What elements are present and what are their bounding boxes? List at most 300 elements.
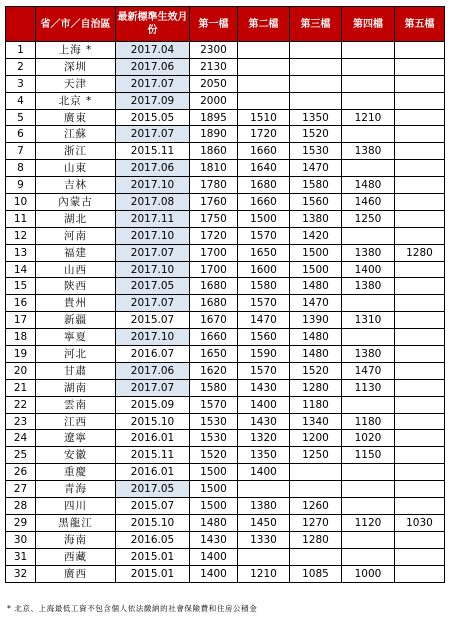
tier3-cell xyxy=(290,481,342,498)
effective-date-cell: 2017.10 xyxy=(116,227,190,244)
tier3-cell: 1280 xyxy=(290,531,342,548)
tier1-cell: 1620 xyxy=(190,362,238,379)
row-index-cell: 30 xyxy=(6,531,36,548)
effective-date-cell: 2015.07 xyxy=(116,498,190,515)
tier5-cell xyxy=(395,92,445,109)
tier1-cell: 1400 xyxy=(190,548,238,565)
table-row xyxy=(6,160,445,177)
tier2-cell: 1330 xyxy=(238,531,290,548)
row-index-cell: 24 xyxy=(6,430,36,447)
region-header: 省／市／自治區 xyxy=(36,7,116,42)
effective-date-cell: 2017.07 xyxy=(116,379,190,396)
tier1-cell: 1530 xyxy=(190,430,238,447)
tier5-cell: 1030 xyxy=(395,514,445,531)
tier2-cell xyxy=(238,481,290,498)
tier1-cell: 1670 xyxy=(190,312,238,329)
table-row xyxy=(6,346,445,363)
region-cell: 天津 xyxy=(36,75,116,92)
tier3-cell xyxy=(290,42,342,59)
tier4-cell xyxy=(342,75,395,92)
region-cell: 廣東 xyxy=(36,109,116,126)
tier5-cell xyxy=(395,379,445,396)
min-wage-table xyxy=(5,6,445,583)
tier5-cell xyxy=(395,362,445,379)
tier3-cell: 1530 xyxy=(290,143,342,160)
row-index-cell: 17 xyxy=(6,312,36,329)
row-index-cell: 8 xyxy=(6,160,36,177)
tier1-cell: 1530 xyxy=(190,413,238,430)
row-index-cell: 12 xyxy=(6,227,36,244)
tier2-cell: 1640 xyxy=(238,160,290,177)
tier2-cell: 1580 xyxy=(238,278,290,295)
region-cell: 河北 xyxy=(36,346,116,363)
footnote: * 北京、上海最低工資不包含個人依法繳納的社會保險費和住房公積金 xyxy=(7,604,258,613)
row-index-cell: 14 xyxy=(6,261,36,278)
tier4-cell: 1150 xyxy=(342,447,395,464)
tier5-cell xyxy=(395,531,445,548)
tier3-cell: 1260 xyxy=(290,498,342,515)
effective-date-cell: 2017.06 xyxy=(116,58,190,75)
region-cell: 西藏 xyxy=(36,548,116,565)
tier3-cell: 1270 xyxy=(290,514,342,531)
region-cell: 山東 xyxy=(36,160,116,177)
tier4-cell xyxy=(342,481,395,498)
table-row xyxy=(6,481,445,498)
tier4-cell: 1470 xyxy=(342,362,395,379)
tier1-cell: 1500 xyxy=(190,498,238,515)
tier1-cell: 1890 xyxy=(190,126,238,143)
tier2-cell: 1570 xyxy=(238,227,290,244)
effective-date-cell: 2017.05 xyxy=(116,278,190,295)
tier4-cell xyxy=(342,498,395,515)
region-cell: 上海 * xyxy=(36,42,116,59)
row-index-cell: 31 xyxy=(6,548,36,565)
region-cell: 海南 xyxy=(36,531,116,548)
row-index-cell: 16 xyxy=(6,295,36,312)
tier3-cell: 1500 xyxy=(290,261,342,278)
table-row xyxy=(6,109,445,126)
tier4-cell xyxy=(342,329,395,346)
tier4-cell: 1400 xyxy=(342,261,395,278)
tier4-cell xyxy=(342,531,395,548)
tier1-cell: 1520 xyxy=(190,447,238,464)
index-header xyxy=(6,7,36,42)
tier1-cell: 1760 xyxy=(190,194,238,211)
tier2-header: 第二檔 xyxy=(238,7,290,42)
tier4-cell xyxy=(342,160,395,177)
region-cell: 安徽 xyxy=(36,447,116,464)
tier1-cell: 1580 xyxy=(190,379,238,396)
tier4-cell xyxy=(342,396,395,413)
tier1-cell: 2000 xyxy=(190,92,238,109)
table-row xyxy=(6,210,445,227)
region-cell: 陝西 xyxy=(36,278,116,295)
tier1-cell: 2130 xyxy=(190,58,238,75)
tier2-cell xyxy=(238,75,290,92)
table-row xyxy=(6,329,445,346)
tier1-cell: 1660 xyxy=(190,329,238,346)
table-row xyxy=(6,565,445,582)
effective-date-cell: 2016.07 xyxy=(116,346,190,363)
effective-date-cell: 2017.05 xyxy=(116,481,190,498)
tier4-cell: 1380 xyxy=(342,346,395,363)
tier5-header: 第五檔 xyxy=(395,7,445,42)
tier4-cell: 1120 xyxy=(342,514,395,531)
table-row xyxy=(6,58,445,75)
row-index-cell: 20 xyxy=(6,362,36,379)
row-index-cell: 29 xyxy=(6,514,36,531)
tier4-cell: 1460 xyxy=(342,194,395,211)
effective-date-cell: 2017.07 xyxy=(116,244,190,261)
tier2-cell: 1320 xyxy=(238,430,290,447)
tier2-cell: 1350 xyxy=(238,447,290,464)
row-index-cell: 15 xyxy=(6,278,36,295)
table-row xyxy=(6,531,445,548)
tier4-cell: 1000 xyxy=(342,565,395,582)
row-index-cell: 7 xyxy=(6,143,36,160)
tier3-cell: 1280 xyxy=(290,379,342,396)
effective-date-cell: 2016.05 xyxy=(116,531,190,548)
tier4-cell: 1380 xyxy=(342,278,395,295)
tier1-cell: 1810 xyxy=(190,160,238,177)
tier2-cell xyxy=(238,548,290,565)
table-row xyxy=(6,396,445,413)
tier5-cell xyxy=(395,464,445,481)
region-cell: 山西 xyxy=(36,261,116,278)
tier5-cell xyxy=(395,58,445,75)
effective-date-cell: 2015.05 xyxy=(116,109,190,126)
effective-date-cell: 2015.01 xyxy=(116,548,190,565)
tier5-cell xyxy=(395,75,445,92)
region-cell: 吉林 xyxy=(36,177,116,194)
tier3-cell: 1500 xyxy=(290,244,342,261)
tier3-cell: 1350 xyxy=(290,109,342,126)
row-index-cell: 2 xyxy=(6,58,36,75)
tier5-cell xyxy=(395,498,445,515)
effective-date-cell: 2017.04 xyxy=(116,42,190,59)
table-row xyxy=(6,447,445,464)
effective-date-cell: 2015.07 xyxy=(116,312,190,329)
tier5-cell xyxy=(395,177,445,194)
tier2-cell: 1430 xyxy=(238,413,290,430)
tier5-cell xyxy=(395,210,445,227)
tier3-cell: 1470 xyxy=(290,160,342,177)
region-cell: 內蒙古 xyxy=(36,194,116,211)
tier3-cell: 1380 xyxy=(290,210,342,227)
tier1-cell: 1480 xyxy=(190,514,238,531)
tier4-cell: 1310 xyxy=(342,312,395,329)
tier2-cell: 1590 xyxy=(238,346,290,363)
table-row xyxy=(6,430,445,447)
region-cell: 深圳 xyxy=(36,58,116,75)
row-index-cell: 3 xyxy=(6,75,36,92)
tier4-cell xyxy=(342,126,395,143)
region-cell: 貴州 xyxy=(36,295,116,312)
tier3-cell: 1580 xyxy=(290,177,342,194)
region-cell: 江蘇 xyxy=(36,126,116,143)
tier3-cell xyxy=(290,92,342,109)
region-cell: 遼寧 xyxy=(36,430,116,447)
table-row xyxy=(6,42,445,59)
tier1-cell: 1430 xyxy=(190,531,238,548)
table-row xyxy=(6,295,445,312)
table-row xyxy=(6,177,445,194)
tier1-cell: 1650 xyxy=(190,346,238,363)
region-cell: 福建 xyxy=(36,244,116,261)
tier1-cell: 1720 xyxy=(190,227,238,244)
tier5-cell xyxy=(395,430,445,447)
table-row xyxy=(6,194,445,211)
effective-date-cell: 2017.10 xyxy=(116,261,190,278)
tier3-cell: 1340 xyxy=(290,413,342,430)
tier2-cell: 1660 xyxy=(238,143,290,160)
tier2-cell: 1450 xyxy=(238,514,290,531)
row-index-cell: 9 xyxy=(6,177,36,194)
tier2-cell: 1720 xyxy=(238,126,290,143)
tier3-cell: 1180 xyxy=(290,396,342,413)
table-row xyxy=(6,514,445,531)
tier1-cell: 1780 xyxy=(190,177,238,194)
table-row xyxy=(6,244,445,261)
tier2-cell: 1380 xyxy=(238,498,290,515)
tier5-cell xyxy=(395,194,445,211)
tier4-cell: 1130 xyxy=(342,379,395,396)
tier5-cell xyxy=(395,346,445,363)
effective-date-cell: 2015.10 xyxy=(116,413,190,430)
table-row xyxy=(6,278,445,295)
tier5-cell xyxy=(395,109,445,126)
region-cell: 湖北 xyxy=(36,210,116,227)
tier5-cell xyxy=(395,481,445,498)
tier3-cell xyxy=(290,548,342,565)
row-index-cell: 13 xyxy=(6,244,36,261)
effective-date-cell: 2017.07 xyxy=(116,126,190,143)
tier5-cell xyxy=(395,261,445,278)
table-row xyxy=(6,413,445,430)
tier2-cell: 1470 xyxy=(238,312,290,329)
tier2-cell: 1430 xyxy=(238,379,290,396)
table-row xyxy=(6,143,445,160)
tier4-cell: 1480 xyxy=(342,177,395,194)
tier5-cell xyxy=(395,312,445,329)
tier5-cell xyxy=(395,227,445,244)
tier4-cell xyxy=(342,227,395,244)
tier1-cell: 1750 xyxy=(190,210,238,227)
tier3-header: 第三檔 xyxy=(290,7,342,42)
header-row xyxy=(6,7,445,42)
effective-date-cell: 2017.08 xyxy=(116,194,190,211)
tier5-cell xyxy=(395,565,445,582)
table-body xyxy=(6,42,445,583)
tier4-cell: 1020 xyxy=(342,430,395,447)
region-cell: 雲南 xyxy=(36,396,116,413)
tier5-cell xyxy=(395,396,445,413)
tier2-cell: 1570 xyxy=(238,362,290,379)
region-cell: 黑龍江 xyxy=(36,514,116,531)
row-index-cell: 1 xyxy=(6,42,36,59)
effective-date-cell: 2015.11 xyxy=(116,143,190,160)
tier3-cell: 1480 xyxy=(290,278,342,295)
region-cell: 寧夏 xyxy=(36,329,116,346)
tier4-cell xyxy=(342,548,395,565)
tier1-cell: 1680 xyxy=(190,295,238,312)
row-index-cell: 18 xyxy=(6,329,36,346)
tier3-cell xyxy=(290,75,342,92)
row-index-cell: 5 xyxy=(6,109,36,126)
tier5-cell xyxy=(395,295,445,312)
tier5-cell xyxy=(395,413,445,430)
tier2-cell: 1560 xyxy=(238,329,290,346)
effective-date-header: 最新標準生效月份 xyxy=(116,7,190,42)
effective-date-cell: 2017.09 xyxy=(116,92,190,109)
tier1-cell: 1895 xyxy=(190,109,238,126)
region-cell: 廣西 xyxy=(36,565,116,582)
tier5-cell xyxy=(395,160,445,177)
tier4-cell: 1180 xyxy=(342,413,395,430)
effective-date-cell: 2015.01 xyxy=(116,565,190,582)
row-index-cell: 22 xyxy=(6,396,36,413)
tier2-cell: 1660 xyxy=(238,194,290,211)
tier1-cell: 2300 xyxy=(190,42,238,59)
table-row xyxy=(6,548,445,565)
tier5-cell xyxy=(395,329,445,346)
tier2-cell: 1600 xyxy=(238,261,290,278)
row-index-cell: 26 xyxy=(6,464,36,481)
tier1-cell: 1500 xyxy=(190,464,238,481)
tier2-cell xyxy=(238,42,290,59)
tier3-cell: 1480 xyxy=(290,346,342,363)
table-row xyxy=(6,126,445,143)
tier5-cell xyxy=(395,126,445,143)
tier5-cell: 1280 xyxy=(395,244,445,261)
tier2-cell xyxy=(238,58,290,75)
region-cell: 湖南 xyxy=(36,379,116,396)
tier3-cell: 1250 xyxy=(290,447,342,464)
tier5-cell xyxy=(395,548,445,565)
tier3-cell: 1520 xyxy=(290,362,342,379)
effective-date-cell: 2017.10 xyxy=(116,329,190,346)
region-cell: 河南 xyxy=(36,227,116,244)
row-index-cell: 10 xyxy=(6,194,36,211)
row-index-cell: 6 xyxy=(6,126,36,143)
tier1-cell: 1700 xyxy=(190,261,238,278)
tier2-cell: 1510 xyxy=(238,109,290,126)
tier4-cell xyxy=(342,464,395,481)
row-index-cell: 23 xyxy=(6,413,36,430)
tier3-cell: 1420 xyxy=(290,227,342,244)
table-row xyxy=(6,312,445,329)
table-row xyxy=(6,227,445,244)
tier3-cell: 1200 xyxy=(290,430,342,447)
effective-date-cell: 2016.01 xyxy=(116,464,190,481)
effective-date-cell: 2017.10 xyxy=(116,177,190,194)
effective-date-cell: 2017.11 xyxy=(116,210,190,227)
region-cell: 浙江 xyxy=(36,143,116,160)
region-cell: 青海 xyxy=(36,481,116,498)
row-index-cell: 4 xyxy=(6,92,36,109)
row-index-cell: 21 xyxy=(6,379,36,396)
table-row xyxy=(6,75,445,92)
tier1-cell: 1570 xyxy=(190,396,238,413)
table-row xyxy=(6,362,445,379)
tier3-cell: 1390 xyxy=(290,312,342,329)
table-row xyxy=(6,261,445,278)
row-index-cell: 32 xyxy=(6,565,36,582)
tier1-header: 第一檔 xyxy=(190,7,238,42)
tier2-cell: 1210 xyxy=(238,565,290,582)
row-index-cell: 25 xyxy=(6,447,36,464)
row-index-cell: 19 xyxy=(6,346,36,363)
effective-date-cell: 2015.11 xyxy=(116,447,190,464)
tier4-cell xyxy=(342,58,395,75)
tier1-cell: 1400 xyxy=(190,565,238,582)
row-index-cell: 28 xyxy=(6,498,36,515)
row-index-cell: 27 xyxy=(6,481,36,498)
effective-date-cell: 2016.01 xyxy=(116,430,190,447)
tier5-cell xyxy=(395,447,445,464)
effective-date-cell: 2015.10 xyxy=(116,514,190,531)
tier5-cell xyxy=(395,143,445,160)
tier3-cell: 1085 xyxy=(290,565,342,582)
tier2-cell xyxy=(238,92,290,109)
table-row xyxy=(6,498,445,515)
tier2-cell: 1400 xyxy=(238,396,290,413)
tier1-cell: 2050 xyxy=(190,75,238,92)
tier2-cell: 1400 xyxy=(238,464,290,481)
tier4-cell xyxy=(342,42,395,59)
region-cell: 新疆 xyxy=(36,312,116,329)
tier2-cell: 1500 xyxy=(238,210,290,227)
tier3-cell: 1520 xyxy=(290,126,342,143)
table-row xyxy=(6,379,445,396)
tier2-cell: 1570 xyxy=(238,295,290,312)
tier1-cell: 1680 xyxy=(190,278,238,295)
tier3-cell xyxy=(290,464,342,481)
tier1-cell: 1700 xyxy=(190,244,238,261)
region-cell: 四川 xyxy=(36,498,116,515)
tier5-cell xyxy=(395,278,445,295)
row-index-cell: 11 xyxy=(6,210,36,227)
tier4-cell: 1210 xyxy=(342,109,395,126)
region-cell: 北京 * xyxy=(36,92,116,109)
effective-date-cell: 2017.06 xyxy=(116,160,190,177)
region-cell: 重慶 xyxy=(36,464,116,481)
tier5-cell xyxy=(395,42,445,59)
tier4-cell xyxy=(342,295,395,312)
region-cell: 甘肅 xyxy=(36,362,116,379)
tier2-cell: 1650 xyxy=(238,244,290,261)
effective-date-cell: 2015.09 xyxy=(116,396,190,413)
tier1-cell: 1860 xyxy=(190,143,238,160)
effective-date-cell: 2017.06 xyxy=(116,362,190,379)
tier3-cell: 1560 xyxy=(290,194,342,211)
tier3-cell xyxy=(290,58,342,75)
tier4-cell xyxy=(342,92,395,109)
tier2-cell: 1680 xyxy=(238,177,290,194)
tier3-cell: 1480 xyxy=(290,329,342,346)
tier1-cell: 1500 xyxy=(190,481,238,498)
tier4-cell: 1380 xyxy=(342,143,395,160)
region-cell: 江西 xyxy=(36,413,116,430)
table-row xyxy=(6,92,445,109)
effective-date-cell: 2017.07 xyxy=(116,75,190,92)
tier4-cell: 1380 xyxy=(342,244,395,261)
tier3-cell: 1470 xyxy=(290,295,342,312)
effective-date-cell: 2017.07 xyxy=(116,295,190,312)
table-row xyxy=(6,464,445,481)
tier4-cell: 1250 xyxy=(342,210,395,227)
tier4-header: 第四檔 xyxy=(342,7,395,42)
